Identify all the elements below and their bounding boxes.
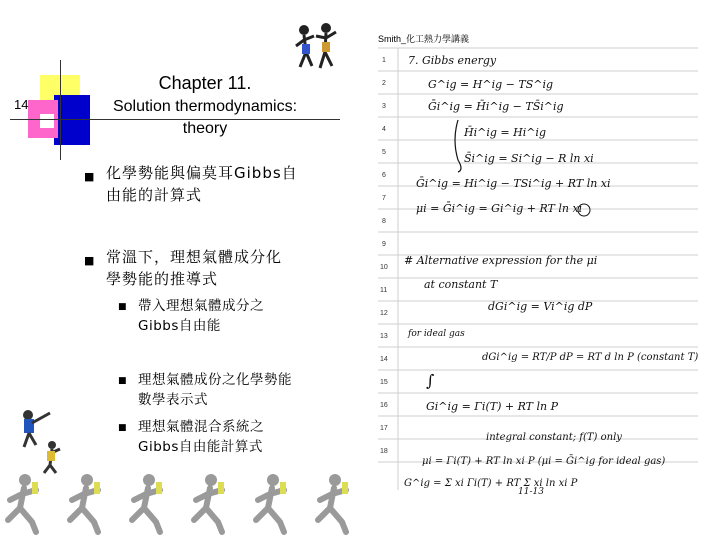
line-number: 1 [382,57,386,64]
line-number: 18 [380,448,388,455]
line-number: 2 [382,80,386,87]
hw-line: integral constant; f(T) only [486,432,622,443]
sub-bullet-marker-3: ■ [118,423,127,433]
line-number: 16 [380,402,388,409]
handwritten-notes [368,30,698,495]
deco-square-white [40,114,54,128]
title-line2: Solution thermodynamics: [112,98,298,115]
line-number: 3 [382,103,386,110]
hw-line: ∫ [426,371,435,390]
hw-line: μi = Ḡi^ig = Gi^ig + RT ln xi [416,202,583,215]
line-number: 4 [382,126,386,133]
line-number: 5 [382,149,386,156]
line-number: 11 [380,287,388,294]
hw-line: G^ig = H^ig − TS^ig [428,78,554,91]
hw-line: G^ig = Σ xi Γi(T) + RT Σ xi ln xi P [404,478,578,489]
bullet-2-line2: 學勢能的推導式 [106,270,219,288]
climber-figure-icon [14,405,64,475]
line-number: 15 [380,379,388,386]
running-figures-row-icon [0,470,360,540]
sub-bullet-text-3 [138,417,264,457]
sub-bullet-2-line1: 理想氣體成份之化學勢能 [138,372,292,388]
bullet-text-1 [106,162,298,206]
deco-line-v [60,60,61,160]
title-line1: Chapter 11. [158,73,252,93]
sub-bullet-marker-1: ■ [118,302,127,312]
bullet-1-line1: 化學勢能與偏莫耳Gibbs自 [106,164,298,182]
sub-bullet-marker-2: ■ [118,376,127,386]
hw-line: dGi^ig = RT/P dP = RT d ln P (constant T) [482,352,698,363]
line-number: 14 [380,356,388,363]
bullet-text-2 [106,246,282,290]
notes-handwriting [404,54,698,495]
hw-line: 7. Gibbs energy [408,54,497,67]
notes-header: Smith_化工熱力學講義 [378,34,470,44]
hw-line: Ḡi^ig = H̄i^ig − TS̄i^ig [428,100,564,113]
sub-bullet-3-line2: Gibbs自由能計算式 [138,439,263,455]
brace-mark [455,120,461,172]
dancing-figures-icon [292,22,342,82]
title-line3: theory [182,120,228,137]
sub-bullet-3-line1: 理想氣體混合系統之 [138,419,264,435]
line-number: 13 [380,333,388,340]
notes-sheet [368,30,698,495]
line-number: 7 [382,195,386,202]
bullet-1-line2: 由能的計算式 [106,186,203,204]
line-number: 6 [382,172,386,179]
line-number: 17 [380,425,388,432]
line-number: 10 [380,264,388,271]
hw-line: at constant T [424,278,498,291]
sub-bullet-2-line2: 數學表示式 [138,392,208,408]
hw-line: μi = Γi(T) + RT ln xi P (μi = Ḡi^ig for ideal gas) [422,456,666,467]
notes-rules [378,48,698,490]
page-number: 14 [14,97,29,112]
sub-bullet-text-2 [138,370,292,410]
line-number: 8 [382,218,386,225]
hw-line: S̄i^ig = Si^ig − R ln xi [464,152,594,165]
sub-bullet-text-1 [138,296,264,336]
bullet-marker-2: ■ [84,254,95,267]
hw-line: dGi^ig = Vi^ig dP [488,300,593,313]
sub-bullet-1-line2: Gibbs自由能 [138,318,221,334]
line-number: 12 [380,310,388,317]
sub-bullet-1-line1: 帶入理想氣體成分之 [138,298,264,314]
hw-line: for ideal gas [408,329,465,339]
hw-line: 11-13 [518,487,544,495]
bullet-marker-1: ■ [84,170,95,183]
hw-line: Ḡi^ig = Hi^ig − TSi^ig + RT ln xi [416,177,611,190]
hw-line: Gi^ig = Γi(T) + RT ln P [426,400,558,413]
hw-line: # Alternative expression for the μi [404,254,598,267]
bullet-2-line1: 常溫下，理想氣體成分化 [106,248,283,266]
line-number: 9 [382,241,386,248]
hw-line: H̄i^ig = Hi^ig [464,126,546,139]
